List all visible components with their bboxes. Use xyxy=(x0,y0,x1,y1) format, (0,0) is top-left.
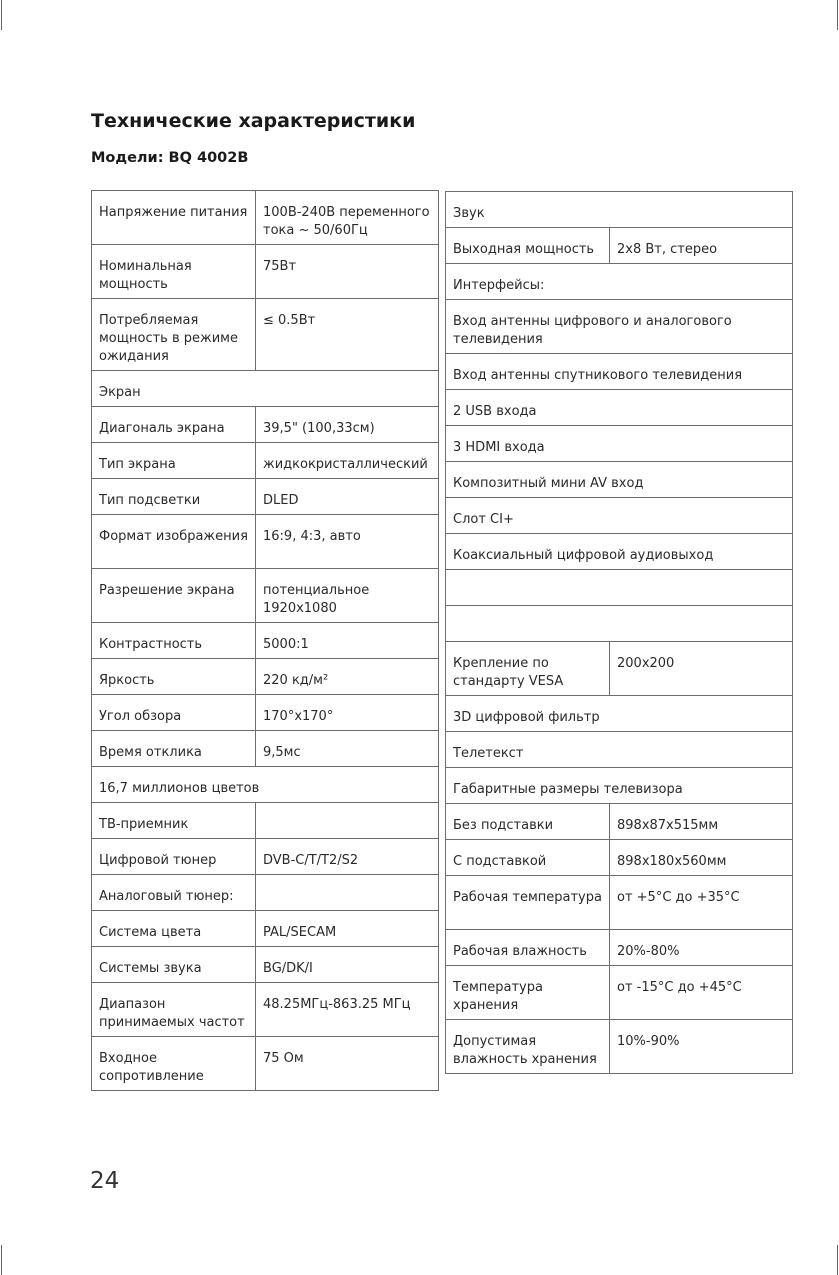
spec-row xyxy=(92,803,439,839)
spec-row xyxy=(92,299,439,371)
spec-value: BG/DK/I xyxy=(256,947,439,983)
spec-label: Яркость xyxy=(92,659,256,695)
spec-row xyxy=(446,534,793,570)
spec-row xyxy=(446,696,793,732)
spec-value: 20%-80% xyxy=(610,930,793,966)
spec-row xyxy=(92,911,439,947)
spec-value: 200x200 xyxy=(610,642,793,696)
spec-row xyxy=(446,804,793,840)
spec-label: Контрастность xyxy=(92,623,256,659)
spec-row xyxy=(446,732,793,768)
spec-value: 75 Ом xyxy=(256,1037,439,1091)
spec-value: 10%-90% xyxy=(610,1020,793,1074)
spec-label: Рабочая температура xyxy=(446,876,610,930)
spec-label: Формат изображения xyxy=(92,515,256,569)
spec-table-right xyxy=(445,191,793,1074)
spec-row xyxy=(446,192,793,228)
spec-label: Диапазон принимаемых частот xyxy=(92,983,256,1037)
page-title: Технические характеристики xyxy=(91,110,416,132)
spec-row xyxy=(92,731,439,767)
spec-row xyxy=(446,300,793,354)
spec-value xyxy=(256,875,439,911)
spec-label: Интерфейсы: xyxy=(446,264,793,300)
spec-label: Тип подсветки xyxy=(92,479,256,515)
spec-value: 170°x170° xyxy=(256,695,439,731)
spec-row xyxy=(446,354,793,390)
spec-label: Выходная мощность xyxy=(446,228,610,264)
spec-row xyxy=(92,695,439,731)
spec-row xyxy=(446,264,793,300)
spec-row xyxy=(92,1037,439,1091)
spec-row xyxy=(92,983,439,1037)
spec-row xyxy=(92,947,439,983)
spec-value: 2x8 Вт, стерео xyxy=(610,228,793,264)
spec-value: 9,5мс xyxy=(256,731,439,767)
spec-value: DLED xyxy=(256,479,439,515)
spec-label: Потребляемая мощность в режиме ожидания xyxy=(92,299,256,371)
spec-value: 48.25МГц-863.25 МГц xyxy=(256,983,439,1037)
spec-label: Экран xyxy=(92,371,439,407)
spec-label: Вход антенны цифрового и аналогового телевидения xyxy=(446,300,793,354)
spec-row xyxy=(446,930,793,966)
page-number: 24 xyxy=(90,1168,120,1194)
spec-label: Напряжение питания xyxy=(92,191,256,245)
spec-value: 16:9, 4:3, авто xyxy=(256,515,439,569)
spec-value: от -15°C до +45°C xyxy=(610,966,793,1020)
spec-value: 100В-240В переменного тока ~ 50/60Гц xyxy=(256,191,439,245)
spec-row xyxy=(446,462,793,498)
spec-value: 39,5" (100,33см) xyxy=(256,407,439,443)
spec-label: Рабочая влажность xyxy=(446,930,610,966)
spec-label: 3 HDMI входа xyxy=(446,426,793,462)
spec-row xyxy=(446,876,793,930)
spec-row xyxy=(446,498,793,534)
spec-label: Температура хранения xyxy=(446,966,610,1020)
spec-label: 16,7 миллионов цветов xyxy=(92,767,439,803)
spec-value: жидкокристаллический xyxy=(256,443,439,479)
spec-table-left xyxy=(91,190,439,1091)
spec-row xyxy=(92,569,439,623)
spec-label: Цифровой тюнер xyxy=(92,839,256,875)
spec-row xyxy=(446,966,793,1020)
spec-value: 220 кд/м² xyxy=(256,659,439,695)
spec-label: Слот CI+ xyxy=(446,498,793,534)
spec-label: Допустимая влажность хранения xyxy=(446,1020,610,1074)
spec-value: 898x180x560мм xyxy=(610,840,793,876)
spec-label: Номинальная мощность xyxy=(92,245,256,299)
spec-value: ≤ 0.5Вт xyxy=(256,299,439,371)
spec-label: Системы звука xyxy=(92,947,256,983)
spec-label: Коаксиальный цифровой аудиовыход xyxy=(446,534,793,570)
spec-label: Время отклика xyxy=(92,731,256,767)
crop-mark xyxy=(837,0,838,30)
spec-value: 898x87x515мм xyxy=(610,804,793,840)
spec-row xyxy=(446,390,793,426)
spec-label: 2 USB входа xyxy=(446,390,793,426)
spec-row xyxy=(92,839,439,875)
spec-row xyxy=(92,659,439,695)
spec-row xyxy=(446,768,793,804)
spec-row xyxy=(446,642,793,696)
spec-value xyxy=(256,803,439,839)
spec-label: Телетекст xyxy=(446,732,793,768)
spec-label: Аналоговый тюнер: xyxy=(92,875,256,911)
spec-label: ТВ-приемник xyxy=(92,803,256,839)
spec-row xyxy=(92,191,439,245)
crop-mark xyxy=(1,1245,2,1275)
spec-label: 3D цифровой фильтр xyxy=(446,696,793,732)
spec-row xyxy=(446,606,793,642)
spec-row xyxy=(446,570,793,606)
spec-value: 75Вт xyxy=(256,245,439,299)
spec-value: PAL/SECAM xyxy=(256,911,439,947)
spec-row xyxy=(446,1020,793,1074)
spec-label: Крепление по стандарту VESA xyxy=(446,642,610,696)
spec-value: потенциальное 1920x1080 xyxy=(256,569,439,623)
spec-row xyxy=(92,443,439,479)
spec-row xyxy=(92,623,439,659)
crop-mark xyxy=(1,0,2,30)
spec-label: Композитный мини AV вход xyxy=(446,462,793,498)
spec-label: Входное сопротивление xyxy=(92,1037,256,1091)
spec-label: Разрешение экрана xyxy=(92,569,256,623)
spec-label xyxy=(446,570,793,606)
spec-row xyxy=(92,407,439,443)
spec-row xyxy=(92,371,439,407)
spec-row xyxy=(92,767,439,803)
spec-label: Вход антенны спутникового телевидения xyxy=(446,354,793,390)
spec-label: Звук xyxy=(446,192,793,228)
spec-label: Тип экрана xyxy=(92,443,256,479)
spec-label: Габаритные размеры телевизора xyxy=(446,768,793,804)
spec-label: Система цвета xyxy=(92,911,256,947)
spec-row xyxy=(92,479,439,515)
crop-mark xyxy=(837,1245,838,1275)
spec-row xyxy=(446,426,793,462)
spec-row xyxy=(92,515,439,569)
spec-label: С подставкой xyxy=(446,840,610,876)
spec-label: Без подставки xyxy=(446,804,610,840)
spec-value: DVB-C/T/T2/S2 xyxy=(256,839,439,875)
spec-value: 5000:1 xyxy=(256,623,439,659)
spec-row xyxy=(92,875,439,911)
model-subtitle: Модели: BQ 4002B xyxy=(91,150,249,166)
spec-row xyxy=(92,245,439,299)
spec-row xyxy=(446,228,793,264)
spec-label: Диагональ экрана xyxy=(92,407,256,443)
spec-label: Угол обзора xyxy=(92,695,256,731)
spec-row xyxy=(446,840,793,876)
spec-label xyxy=(446,606,793,642)
spec-value: от +5°C до +35°C xyxy=(610,876,793,930)
